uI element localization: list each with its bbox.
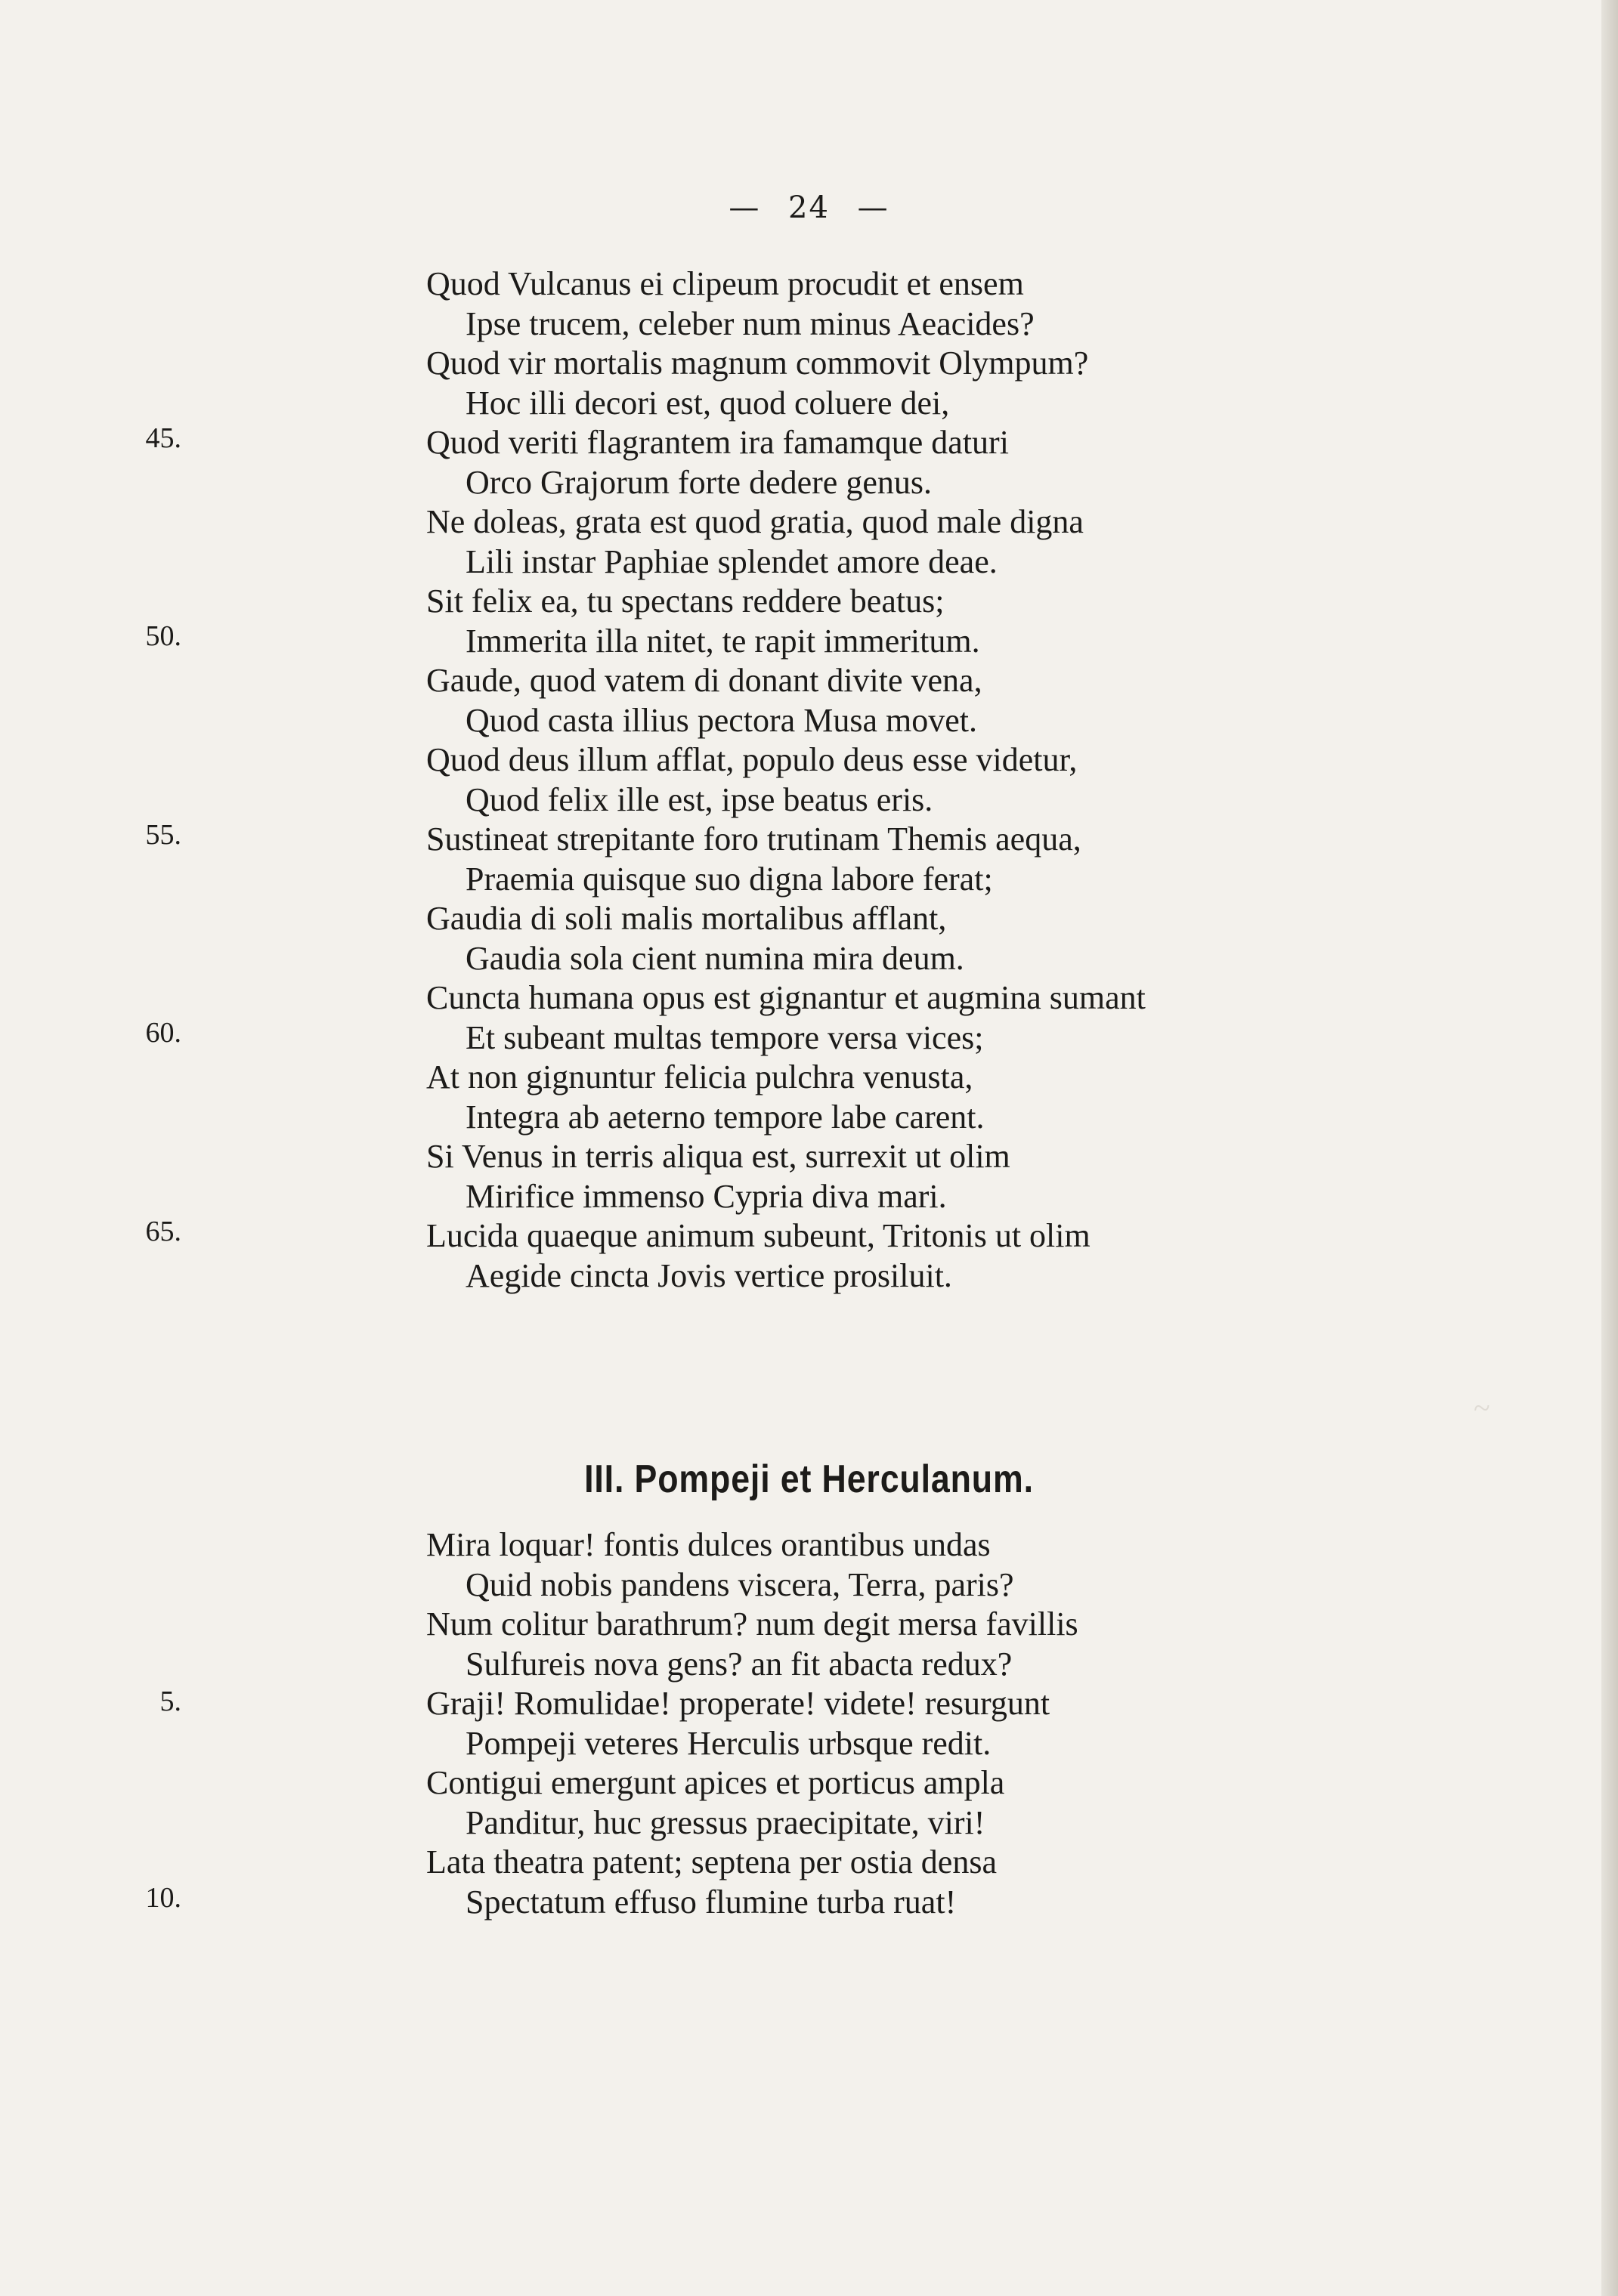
page-number-dash-right: — (857, 190, 889, 225)
verse-line: Graji! Romulidae! properate! videte! resurgunt (426, 1685, 1050, 1722)
verse-line: Integra ab aeterno tempore labe carent. (466, 1098, 985, 1136)
verse-line: Lucida quaeque animum subeunt, Tritonis ut olim (426, 1217, 1091, 1254)
verse-line: Orco Grajorum forte dedere genus. (466, 463, 932, 501)
verse-line: Sustineat strepitante foro trutinam Themis aequa, (426, 820, 1081, 858)
verse-line: Ipse trucem, celeber num minus Aeacides? (466, 304, 1035, 342)
verse-line: Aegide cincta Jovis vertice prosiluit. (466, 1256, 952, 1294)
verse-line: Quod vir mortalis magnum commovit Olympum? (426, 345, 1089, 382)
verse-line: Et subeant multas tempore versa vices; (466, 1018, 984, 1056)
section-heading: III. Pompeji et Herculanum. (584, 1457, 1034, 1501)
verse-line: At non gignuntur felicia pulchra venusta, (426, 1058, 973, 1095)
verse-line: Quod deus illum afflat, populo deus esse videtur, (426, 741, 1078, 778)
verse-line: Pompeji veteres Herculis urbsque redit. (466, 1724, 992, 1762)
page-number: 24 (788, 190, 830, 225)
verse-number-marker: 45. (145, 422, 181, 454)
verse-line: Immerita illa nitet, te rapit immeritum. (466, 622, 980, 660)
poem-one-verses (426, 264, 1146, 1296)
verse-number-marker: 50. (145, 620, 181, 652)
verse-line: Gaudia sola cient numina mira deum. (466, 939, 964, 977)
verse-number-marker: 65. (145, 1216, 181, 1247)
verse-line: Quod Vulcanus ei clipeum procudit et ensem (426, 265, 1024, 302)
verse-line: Gaude, quod vatem di donant divite vena, (426, 662, 982, 699)
verse-line: Quod veriti flagrantem ira famamque daturi (426, 424, 1009, 461)
verse-line: Mirifice immenso Cypria diva mari. (466, 1177, 947, 1215)
verse-line: Cuncta humana opus est gignantur et augmina sumant (426, 979, 1146, 1016)
verse-line: Sit felix ea, tu spectans reddere beatus; (426, 582, 945, 620)
verse-line: Lili instar Paphiae splendet amore deae. (466, 542, 998, 580)
verse-number-marker: 5. (159, 1686, 181, 1717)
page-number-header (0, 190, 1618, 225)
verse-line: Lata theatra patent; septena per ostia densa (426, 1843, 997, 1880)
verse-line: Mira loquar! fontis dulces orantibus undas (426, 1526, 991, 1563)
page-number-dash-left: — (729, 190, 761, 225)
verse-line: Panditur, huc gressus praecipitate, viri! (466, 1803, 985, 1841)
verse-line: Praemia quisque suo digna labore ferat; (466, 860, 993, 898)
verse-line: Gaudia di soli malis mortalibus afflant, (426, 900, 947, 937)
verse-line: Quid nobis pandens viscera, Terra, paris? (466, 1565, 1014, 1603)
verse-line: Quod casta illius pectora Musa movet. (466, 701, 977, 739)
verse-line: Contigui emergunt apices et porticus ampla (426, 1764, 1005, 1801)
verse-number-marker: 55. (145, 819, 181, 851)
verse-line: Ne doleas, grata est quod gratia, quod male digna (426, 503, 1084, 540)
verse-line: Num colitur barathrum? num degit mersa favillis (426, 1605, 1078, 1642)
verse-line: Hoc illi decori est, quod coluere dei, (466, 384, 950, 422)
verse-number-marker: 10. (145, 1882, 181, 1914)
page-edge-shadow (1601, 0, 1618, 2296)
verse-line: Si Venus in terris aliqua est, surrexit ut olim (426, 1138, 1010, 1175)
verse-line: Sulfureis nova gens? an fit abacta redux? (466, 1645, 1013, 1683)
verse-line: Quod felix ille est, ipse beatus eris. (466, 780, 933, 818)
verse-number-marker: 60. (145, 1017, 181, 1049)
verse-line: Spectatum effuso flumine turba ruat! (466, 1883, 957, 1921)
poem-two-verses (426, 1525, 1078, 1922)
show-through-mark: ~ (1474, 1391, 1490, 1425)
